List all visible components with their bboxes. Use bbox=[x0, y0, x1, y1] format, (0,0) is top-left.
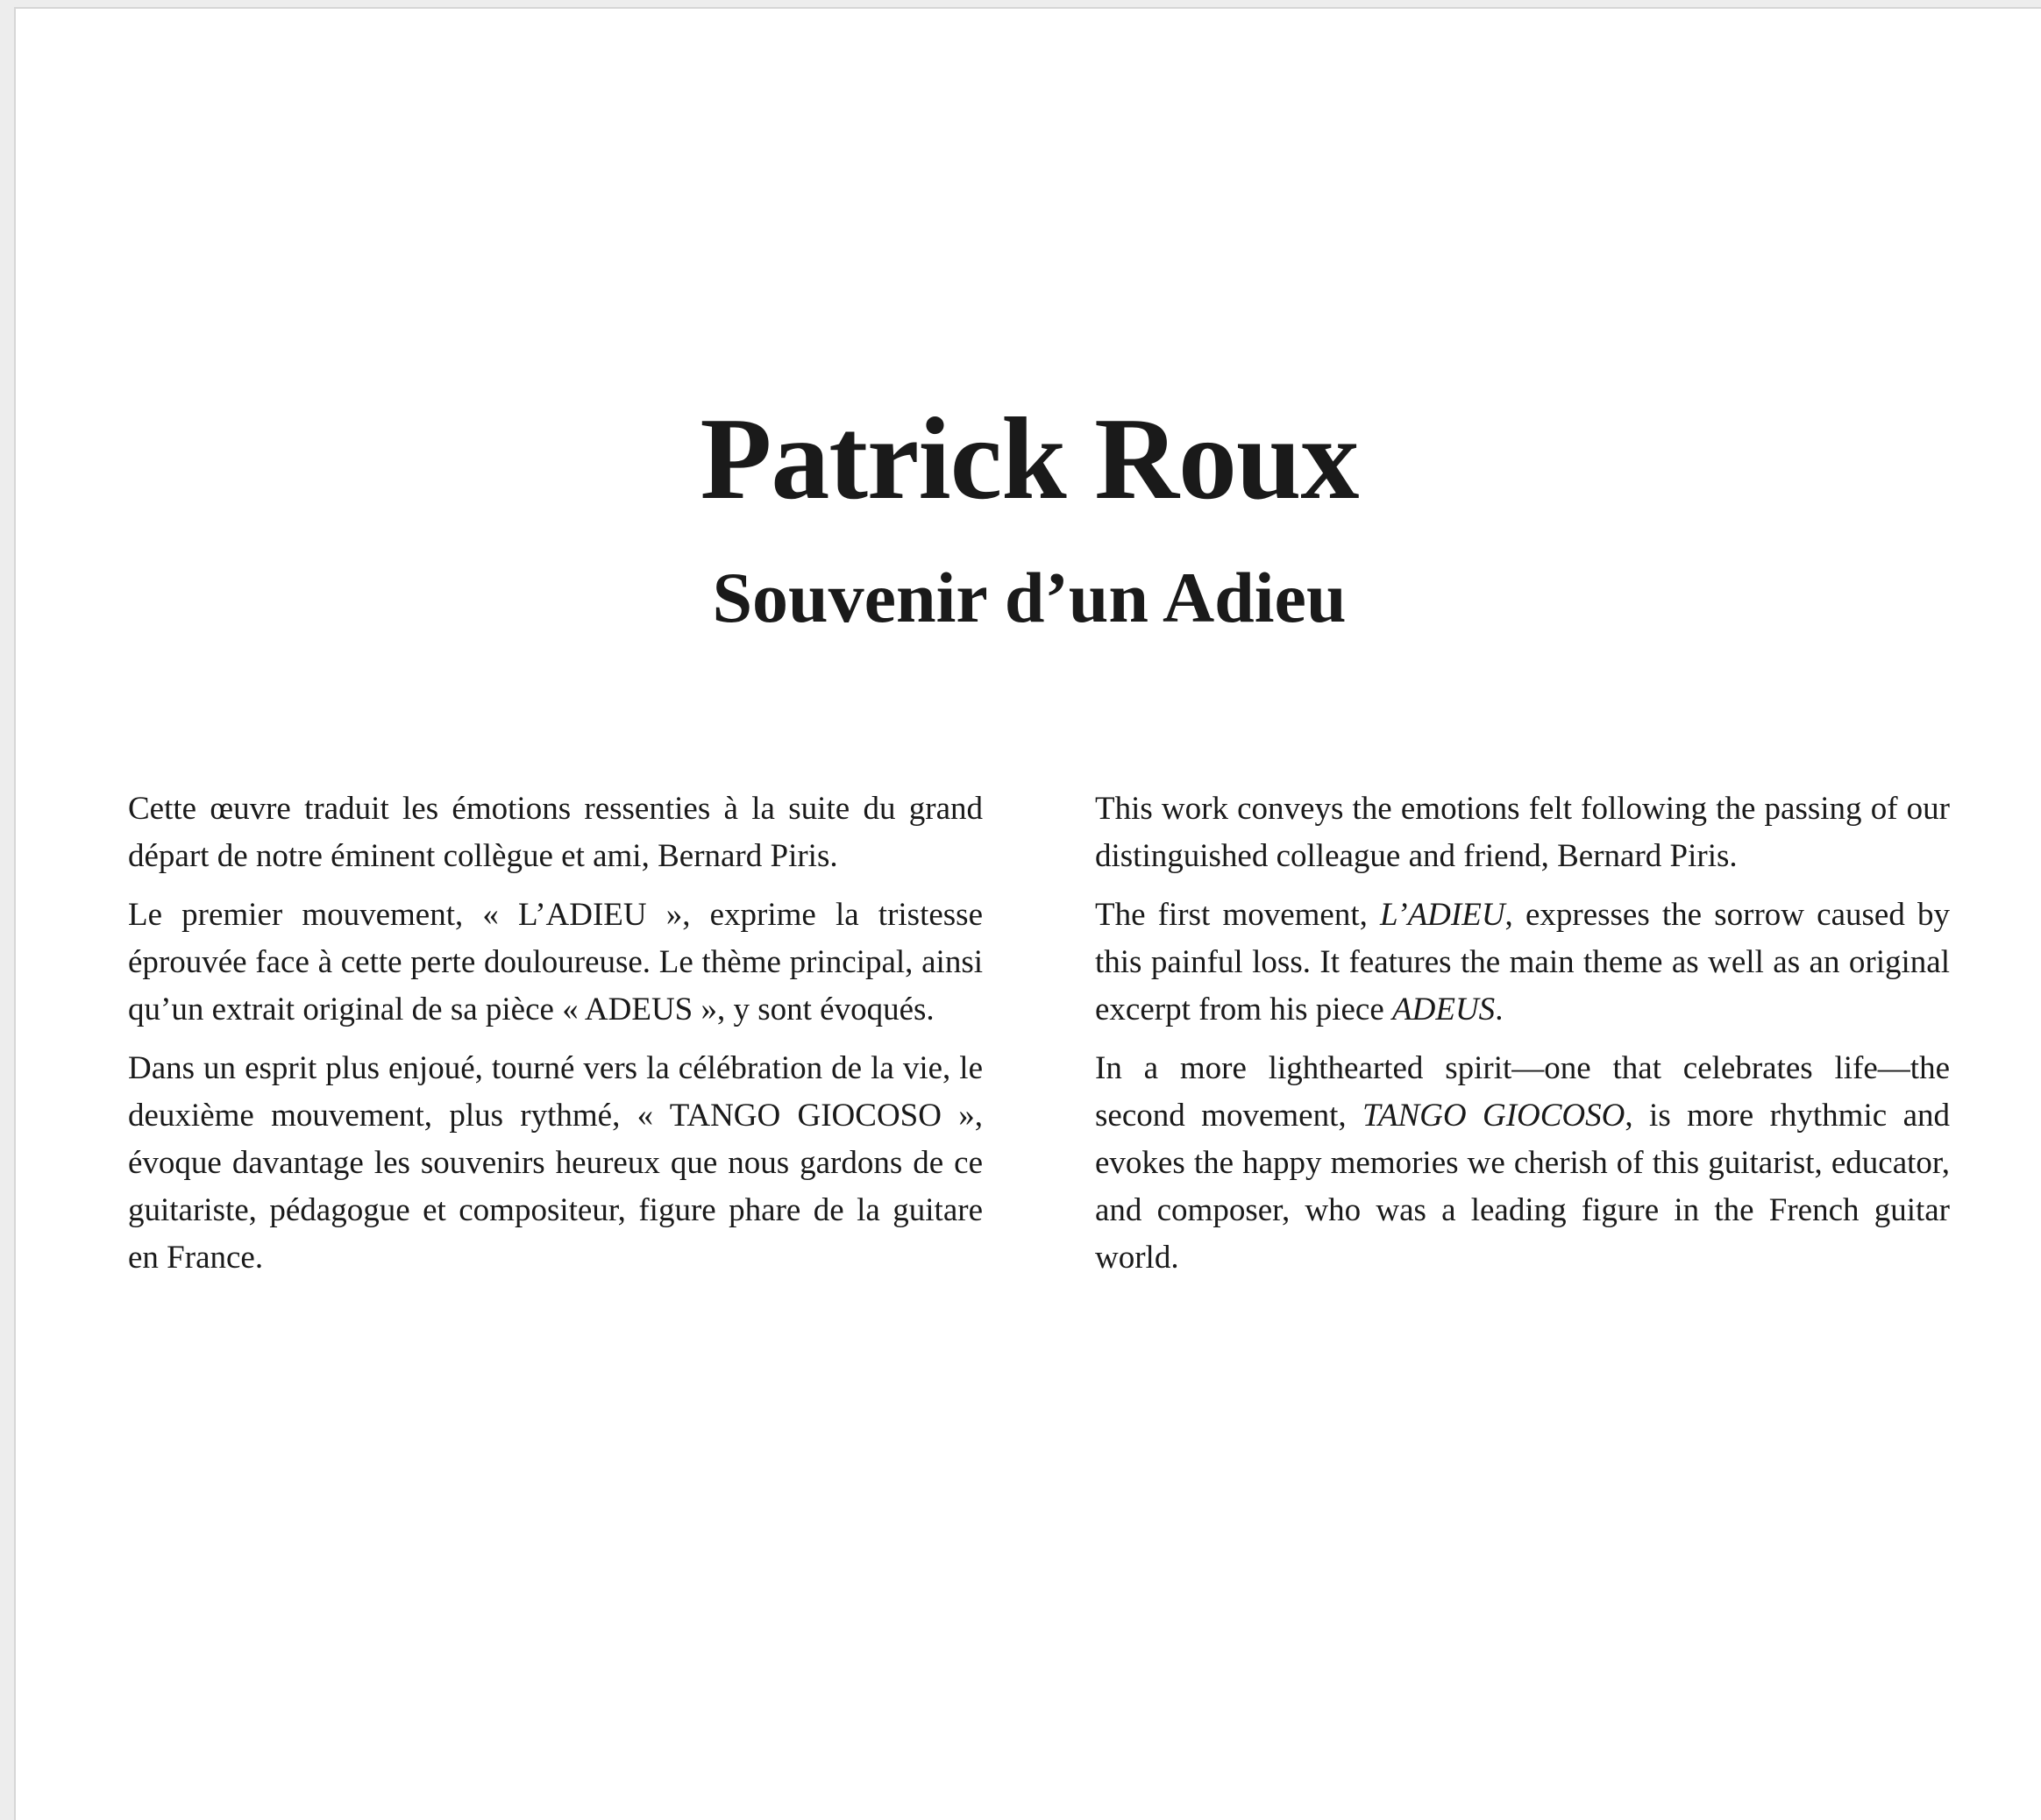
english-p2-text-b: , expresses the sorrow caused by this painful loss. It features the main theme as well as an original excerpt from his piece bbox=[1095, 897, 1951, 1027]
french-paragraph-1: Cette œuvre traduit les émotions ressenties à la suite du grand départ de notre éminent collègue et ami, Bernard Piris. bbox=[128, 791, 983, 874]
french-text-column bbox=[128, 786, 983, 1293]
english-p3-text-b: , is more rhythmic and evokes the happy memories we cherish of this guitarist, educator, and composer, who was a leading figure in the French guitar world. bbox=[1095, 1098, 1950, 1276]
french-paragraph-2: Le premier mouvement, « L’ADIEU », exprime la tristesse éprouvée face à cette perte douloureuse. Le thème principal, ainsi qu’un extrait original de sa pièce « ADEUS », y sont évoqués. bbox=[128, 897, 983, 1027]
english-text-column bbox=[1095, 786, 1950, 1293]
english-p3-title-tango: TANGO GIOCOSO bbox=[1362, 1098, 1625, 1134]
english-p2-title-adeus: ADEUS bbox=[1392, 992, 1496, 1027]
english-paragraph-1: This work conveys the emotions felt following the passing of our distinguished colleague and friend, Bernard Piris. bbox=[1095, 791, 1950, 874]
document-page bbox=[14, 7, 2041, 1820]
english-paragraph-2 bbox=[1095, 892, 1950, 1034]
english-p2-text-c: . bbox=[1495, 992, 1504, 1027]
french-paragraph-3: Dans un esprit plus enjoué, tourné vers la célébration de la vie, le deuxième mouvement, plus rythmé, « TANGO GIOCOSO », évoque davantage les souvenirs heureux que nous gardons de ce guitariste, pédagogue et compositeur, figure phare de la guitare en France. bbox=[128, 1050, 983, 1276]
english-p2-title-ladieu: L’ADIEU bbox=[1380, 897, 1505, 933]
page-subtitle: Souvenir d’un Adieu bbox=[712, 558, 1347, 637]
english-p2-text-a: The first movement, bbox=[1095, 897, 1381, 933]
english-p3-text-a: In a more lighthearted spirit—one that celebrates life—the second movement, bbox=[1095, 1050, 1950, 1134]
page-title: Patrick Roux bbox=[700, 394, 1359, 523]
english-paragraph-3 bbox=[1095, 1045, 1950, 1282]
